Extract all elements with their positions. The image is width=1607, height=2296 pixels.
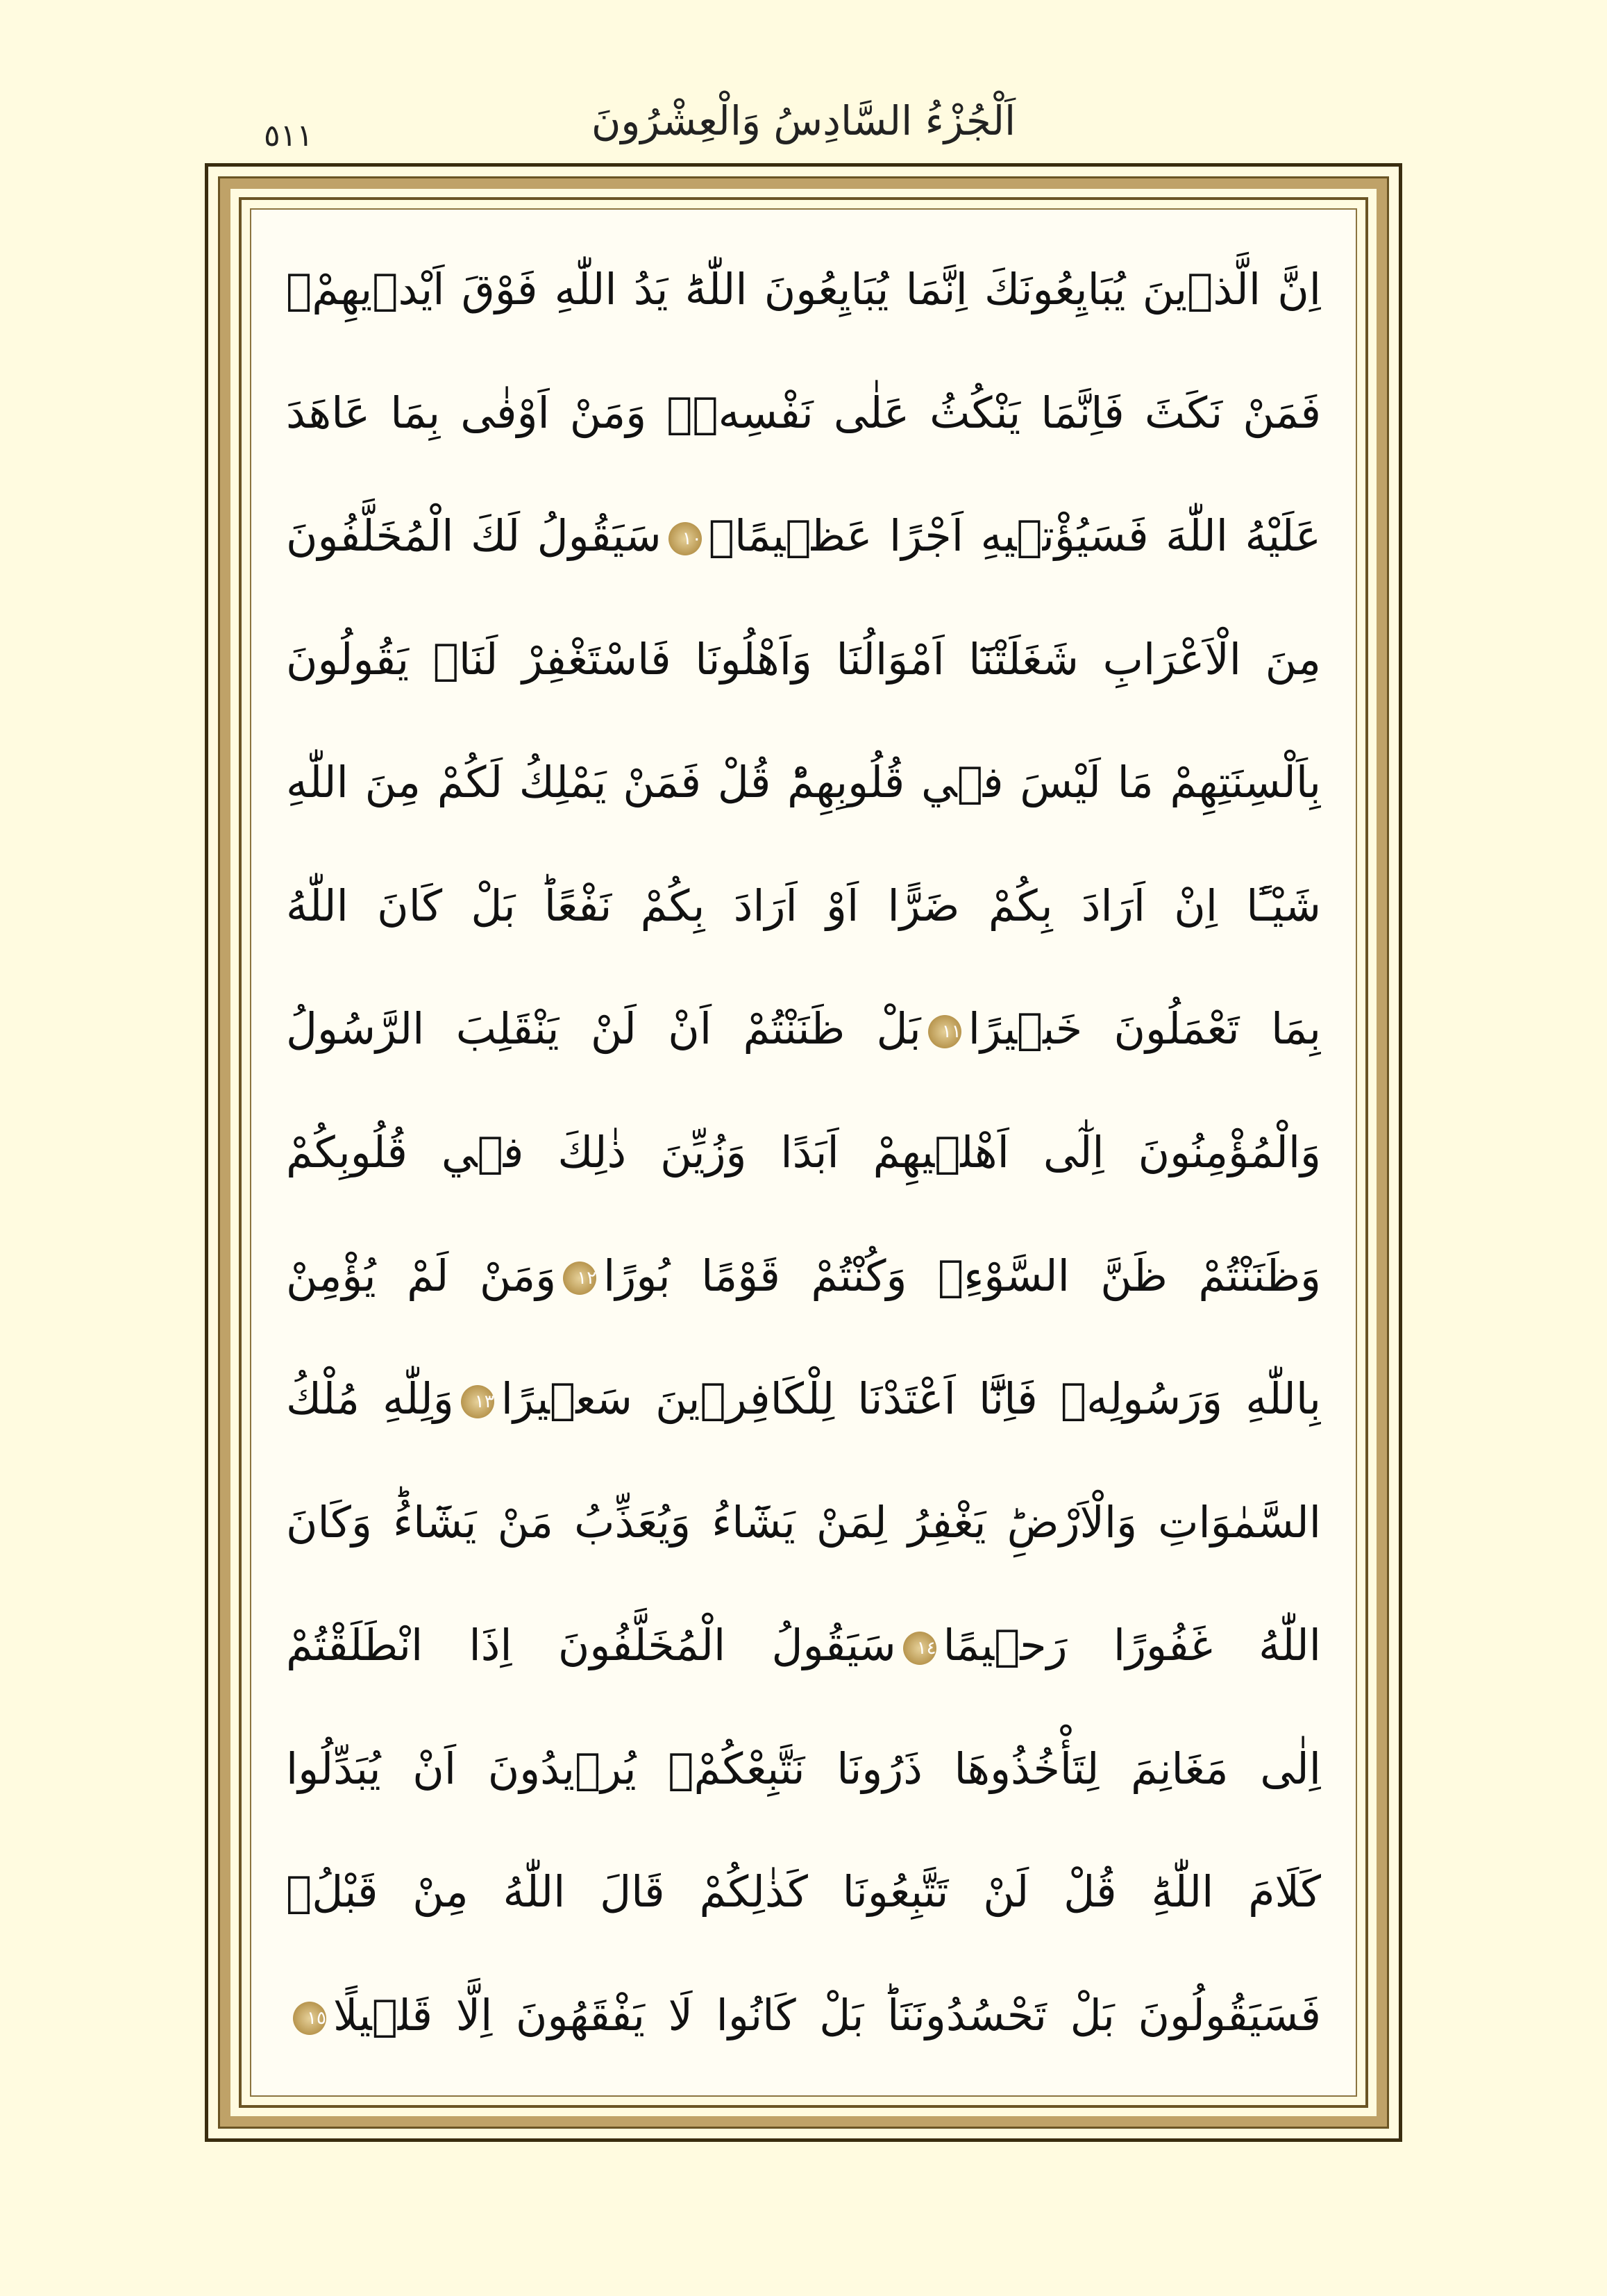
text-line-3: عَلَيْهُ اللّٰهَ فَسَيُؤْت۪يهِ اَجْرًا عَظ۪يمًا۟١٠سَيَقُولُ لَكَ الْمُخَلَّفُونَ <box>286 510 1321 562</box>
juz-title: اَلْجُزْءُ السَّادِسُ وَالْعِشْرُونَ <box>591 97 1016 144</box>
text-line-1: اِنَّ الَّذ۪ينَ يُبَايِعُونَكَ اِنَّمَا يُبَايِعُونَ اللّٰهَؕ يَدُ اللّٰهِ فَوْقَ اَيْد۪يهِمْۚ <box>286 264 1321 315</box>
verse-marker-11: ١١ <box>928 1015 961 1048</box>
verse-marker-14: ١٤ <box>903 1632 936 1665</box>
page-frame <box>205 163 1402 2142</box>
text-line-11: السَّمٰوَاتِ وَالْاَرْضِؕ يَغْفِرُ لِمَنْ يَشَٓاءُ وَيُعَذِّبُ مَنْ يَشَٓاءُؕ وَكَانَ <box>286 1496 1321 1548</box>
text-line-5: بِاَلْسِنَتِهِمْ مَا لَيْسَ ف۪ي قُلُوبِهِمْؕ قُلْ فَمَنْ يَمْلِكُ لَكُمْ مِنَ اللّٰهِ <box>286 757 1321 808</box>
text-line-10: بِاللّٰهِ وَرَسُولِه۪ فَاِنَّٓا اَعْتَدْنَا لِلْكَافِر۪ينَ سَع۪يرًا١٣وَلِلّٰهِ مُلْكُ <box>286 1373 1321 1425</box>
text-line-7: بِمَا تَعْمَلُونَ خَب۪يرًا١١بَلْ ظَنَنْتُمْ اَنْ لَنْ يَنْقَلِبَ الرَّسُولُ <box>286 1003 1321 1055</box>
text-line-12: اللّٰهُ غَفُورًا رَح۪يمًا١٤سَيَقُولُ الْمُخَلَّفُونَ اِذَا انْطَلَقْتُمْ <box>286 1620 1321 1671</box>
text-line-15: فَسَيَقُولُونَ بَلْ تَحْسُدُونَنَاؕ بَلْ كَانُوا لَا يَفْقَهُونَ اِلَّا قَل۪يلًا١٥ <box>286 1963 1321 2068</box>
verse-marker-12: ١٢ <box>563 1262 596 1295</box>
text-line-14: كَلَامَ اللّٰهِؕ قُلْ لَنْ تَتَّبِعُونَا كَذٰلِكُمْ قَالَ اللّٰهُ مِنْ قَبْلُۚ <box>286 1866 1321 1918</box>
text-line-13: اِلٰى مَغَانِمَ لِتَأْخُذُوهَا ذَرُونَا نَتَّبِعْكُمْۚ يُر۪يدُونَ اَنْ يُبَدِّلُوا <box>286 1743 1321 1794</box>
text-line-6: شَيْـًٔا اِنْ اَرَادَ بِكُمْ ضَرًّا اَوْ اَرَادَ بِكُمْ نَفْعًاؕ بَلْ كَانَ اللّٰهُ <box>286 880 1321 931</box>
text-line-4: مِنَ الْاَعْرَابِ شَغَلَتْنَٓا اَمْوَالُنَا وَاَهْلُونَا فَاسْتَغْفِرْ لَنَاۚ يَقُولُونَ <box>286 633 1321 685</box>
text-line-8: وَالْمُؤْمِنُونَ اِلٰٓى اَهْل۪يهِمْ اَبَدًا وَزُيِّنَ ذٰلِكَ ف۪ي قُلُوبِكُمْ <box>286 1126 1321 1178</box>
verse-marker-13: ١٣ <box>461 1385 494 1418</box>
text-panel <box>250 208 1357 2097</box>
verse-marker-10: ١٠ <box>668 522 702 555</box>
text-line-9: وَظَنَنْتُمْ ظَنَّ السَّوْءِۚ وَكُنْتُمْ قَوْمًا بُورًا١٢وَمَنْ لَمْ يُؤْمِنْ <box>286 1250 1321 1301</box>
page-header <box>0 90 1607 153</box>
text-line-2: فَمَنْ نَكَثَ فَاِنَّمَا يَنْكُثُ عَلٰى نَفْسِه۪ۚ وَمَنْ اَوْفٰى بِمَا عَاهَدَ <box>286 387 1321 438</box>
page-number: ٥١١ <box>264 118 313 153</box>
verse-marker-15: ١٥ <box>293 2002 326 2035</box>
text-lines <box>286 237 1321 2068</box>
